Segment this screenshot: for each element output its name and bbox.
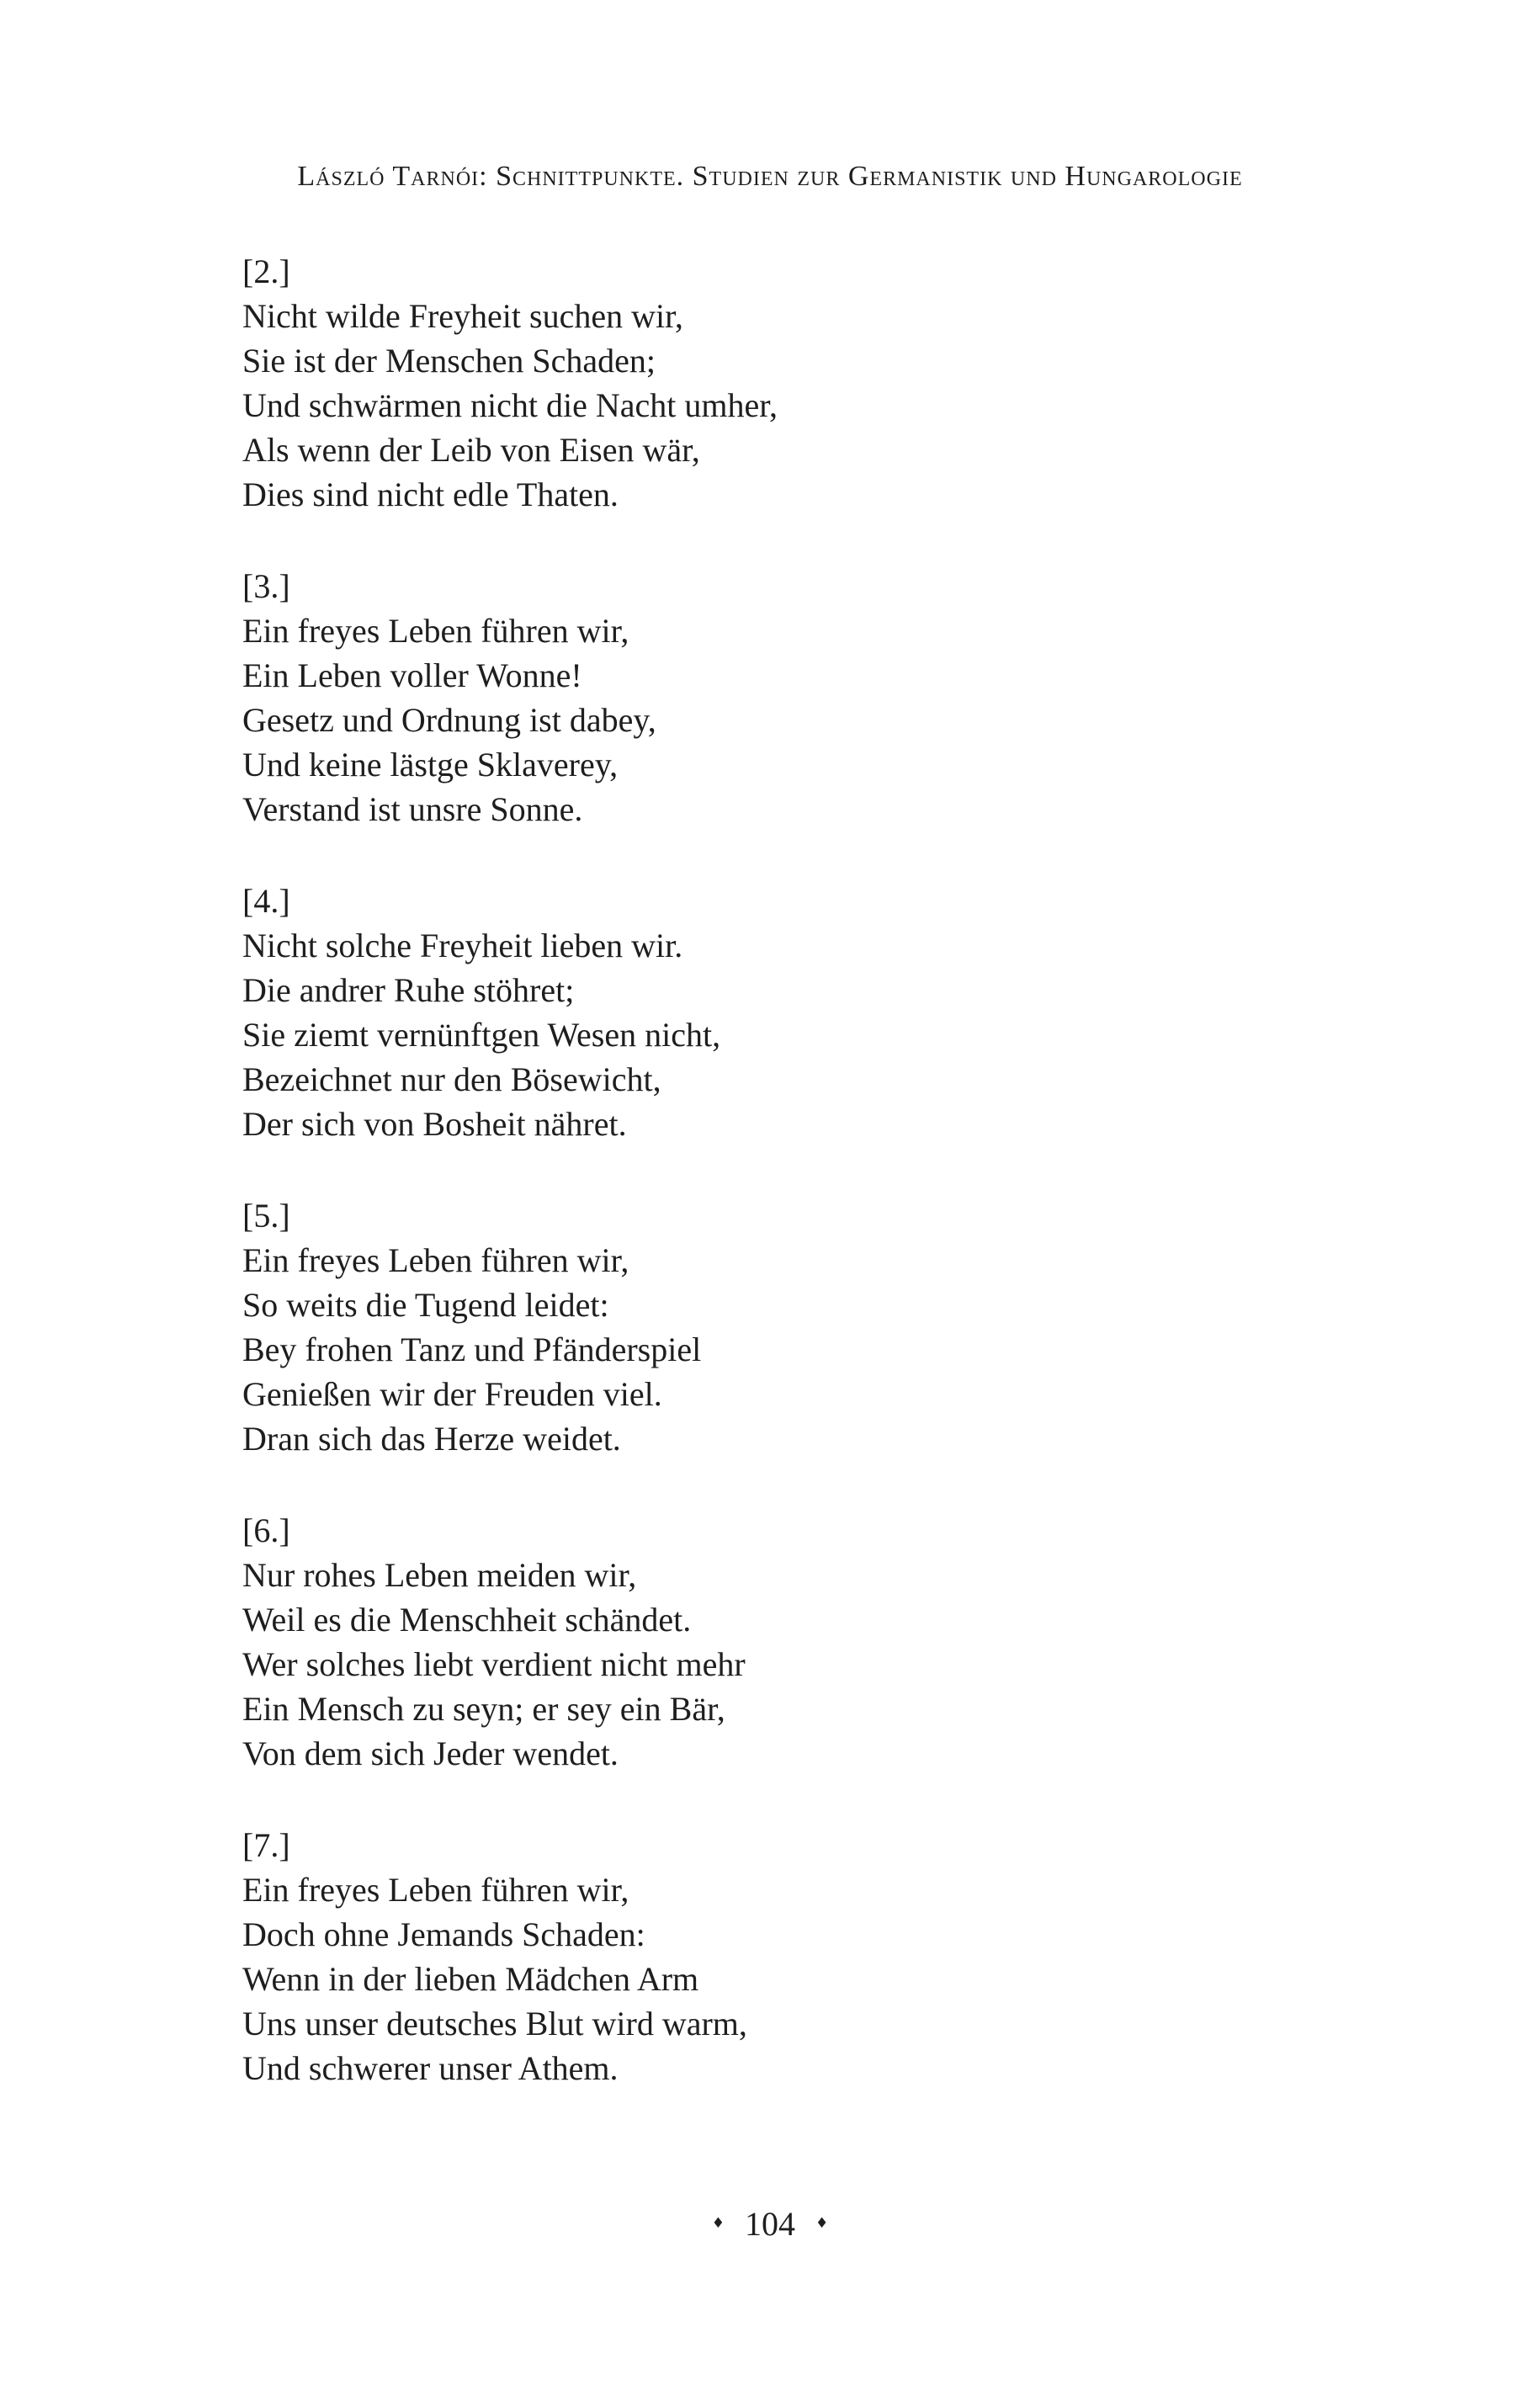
running-header: László Tarnói: Schnittpunkte. Studien zur Germanistik und Hungarologie (297, 161, 1243, 192)
verse-line: Nur rohes Leben meiden wir, (242, 1556, 637, 1594)
verse-line: Als wenn der Leib von Eisen wär, (242, 431, 700, 469)
verse-line: So weits die Tugend leidet: (242, 1286, 609, 1324)
stanza (242, 1193, 778, 1461)
verse-line: Wer solches liebt verdient nicht mehr (242, 1645, 746, 1683)
stanza (242, 564, 778, 831)
verse-line: Von dem sich Jeder wendet. (242, 1734, 619, 1772)
verse-line: Wenn in der lieben Mädchen Arm (242, 1960, 699, 1998)
verse-line: Nicht solche Freyheit lieben wir. (242, 927, 683, 964)
verse-line: Uns unser deutsches Blut wird warm, (242, 2005, 747, 2042)
stanza-number: [2.] (242, 252, 290, 290)
verse-line: Sie ziemt vernünftgen Wesen nicht, (242, 1016, 721, 1054)
verse-line: Die andrer Ruhe stöhret; (242, 971, 575, 1009)
poem-text-block (242, 249, 778, 2090)
verse-line: Der sich von Bosheit nähret. (242, 1105, 627, 1143)
stanza-number: [6.] (242, 1511, 290, 1549)
verse-line: Verstand ist unsre Sonne. (242, 790, 583, 828)
verse-line: Sie ist der Menschen Schaden; (242, 342, 656, 380)
verse-line: Bezeichnet nur den Bösewicht, (242, 1060, 661, 1098)
page-footer (0, 2202, 1540, 2246)
verse-line: Und keine lästge Sklaverey, (242, 746, 619, 783)
verse-line: Ein freyes Leben führen wir, (242, 612, 629, 650)
verse-line: Weil es die Menschheit schändet. (242, 1601, 692, 1639)
verse-line: Doch ohne Jemands Schaden: (242, 1915, 645, 1953)
stanza-number: [3.] (242, 567, 290, 605)
diamond-ornament-left: ♦ (711, 2215, 725, 2232)
verse-line: Dran sich das Herze weidet. (242, 1420, 621, 1458)
stanza (242, 1508, 778, 1776)
verse-line: Und schwerer unser Athem. (242, 2049, 619, 2087)
page-number: 104 (745, 2205, 795, 2243)
verse-line: Ein freyes Leben führen wir, (242, 1871, 629, 1909)
stanza (242, 1823, 778, 2090)
verse-line: Gesetz und Ordnung ist dabey, (242, 701, 656, 739)
stanza (242, 249, 778, 517)
verse-line: Dies sind nicht edle Thaten. (242, 475, 619, 513)
stanza-number: [7.] (242, 1826, 290, 1864)
stanza-number: [4.] (242, 882, 290, 920)
verse-line: Ein Leben voller Wonne! (242, 656, 582, 694)
verse-line: Bey frohen Tanz und Pfänderspiel (242, 1331, 702, 1368)
stanza (242, 879, 778, 1146)
verse-line: Ein Mensch zu seyn; er sey ein Bär, (242, 1690, 725, 1728)
verse-line: Genießen wir der Freuden viel. (242, 1375, 662, 1413)
verse-line: Ein freyes Leben führen wir, (242, 1241, 629, 1279)
verse-line: Nicht wilde Freyheit suchen wir, (242, 297, 683, 335)
verse-line: Und schwärmen nicht die Nacht umher, (242, 386, 778, 424)
stanza-number: [5.] (242, 1197, 290, 1235)
diamond-ornament-right: ♦ (815, 2215, 829, 2232)
